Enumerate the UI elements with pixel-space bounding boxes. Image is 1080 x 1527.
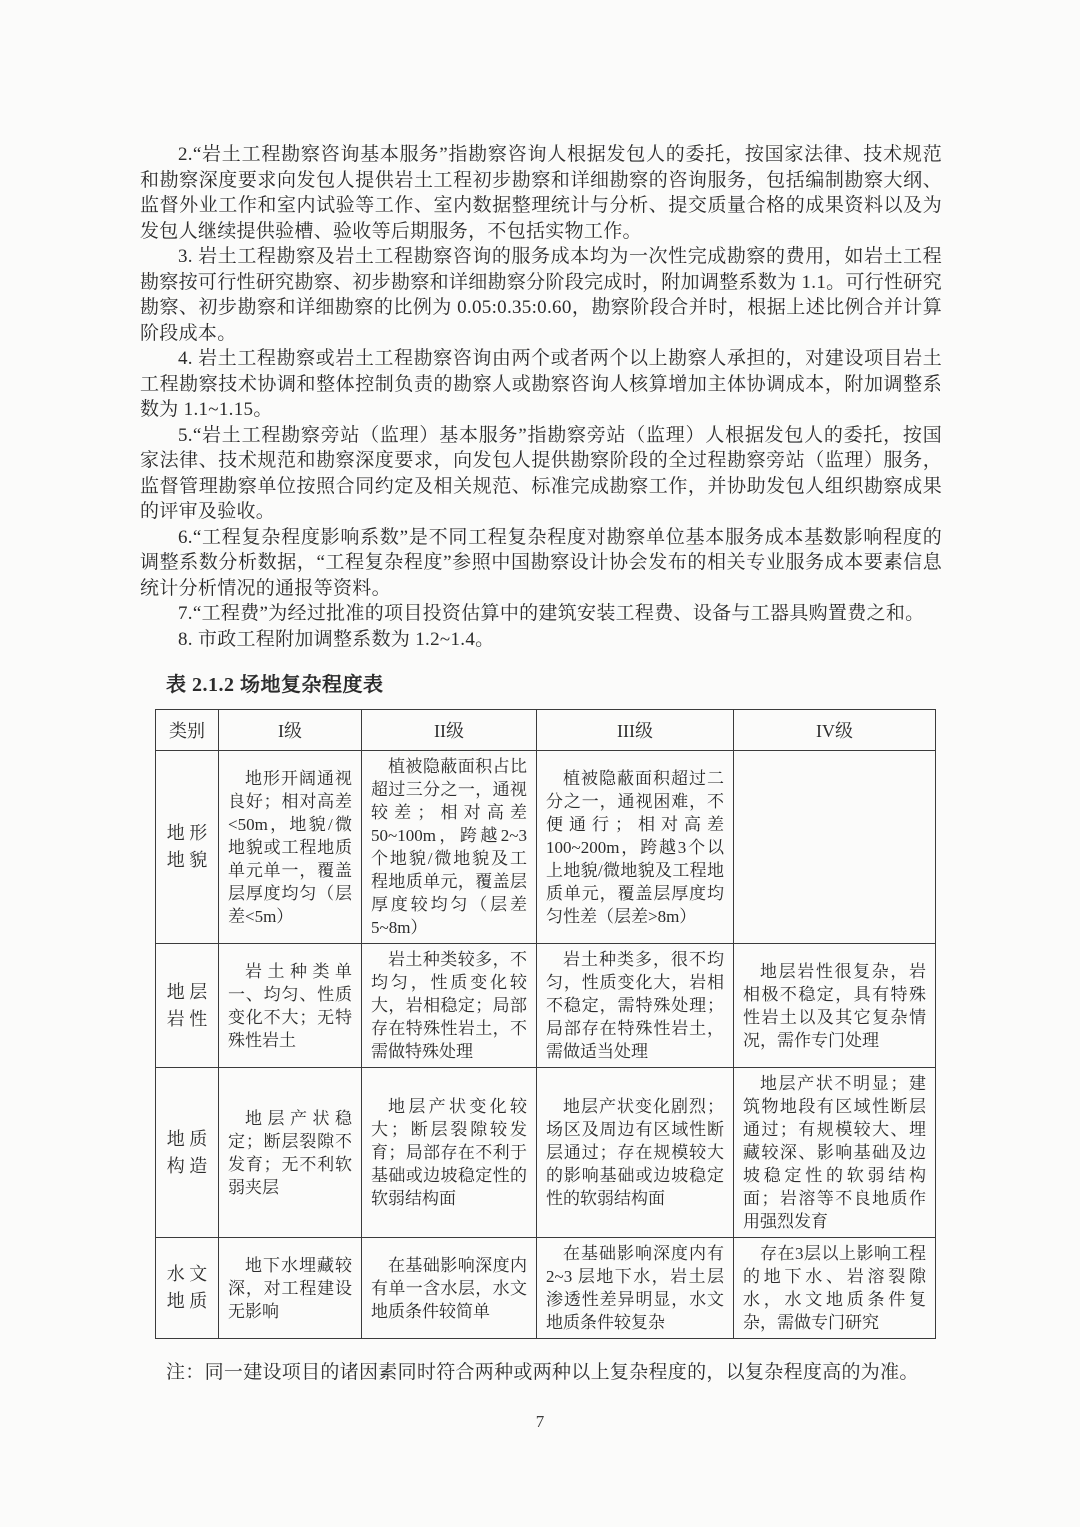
header-level-4: IV级 xyxy=(734,710,936,751)
table-row-terrain xyxy=(156,751,936,944)
table-cell-hydrogeology-level4: 存在3层以上影响工程的地下水、岩溶裂隙水，水文地质条件复杂，需做专门研究 xyxy=(734,1238,936,1339)
table-cell-structure-level3: 地层产状变化剧烈；场区及周边有区域性断层通过；存在规模较大的影响基础或边坡稳定性的软弱结构面 xyxy=(537,1068,734,1238)
table-cell-lithology-level1: 岩土种类单一、均匀、性质变化不大；无特殊性岩土 xyxy=(219,944,362,1068)
category-cell-terrain xyxy=(156,751,219,944)
category-line: 地 质 xyxy=(166,1291,208,1311)
site-complexity-table xyxy=(155,709,936,1339)
header-category: 类别 xyxy=(156,710,219,751)
table-cell-hydrogeology-level2: 在基础影响深度内有单一含水层，水文地质条件较简单 xyxy=(362,1238,537,1339)
category-cell-lithology xyxy=(156,944,219,1068)
table-title: 表 2.1.2 场地复杂程度表 xyxy=(166,674,384,696)
paragraph-item-7: 7.“工程费”为经过批准的项目投资估算中的建筑安装工程费、设备与工器具购置费之和。 xyxy=(178,603,925,624)
table-cell-terrain-level3: 植被隐蔽面积超过二分之一，通视困难，不便通行；相对高差100~200m，跨越3个以上地貌/微地貌及工程地质单元，覆盖层厚度均匀性差（层差>8m） xyxy=(537,751,734,944)
header-level-1: I级 xyxy=(219,710,362,751)
category-line: 岩 性 xyxy=(166,1008,208,1029)
category-line: 水 文 xyxy=(166,1264,208,1284)
category-line: 地 貌 xyxy=(166,850,208,870)
table-cell-lithology-level2: 岩土种类较多，不均匀，性质变化较大，岩相稳定；局部存在特殊性岩土，不需做特殊处理 xyxy=(362,944,537,1068)
table-row-hydrogeology xyxy=(156,1238,936,1339)
category-line: 构 造 xyxy=(166,1155,208,1176)
table-cell-structure-level2: 地层产状变化较大；断层裂隙较发育；局部存在不利于基础或边坡稳定性的软弱结构面 xyxy=(362,1068,537,1238)
category-line: 地 层 xyxy=(166,981,208,1002)
header-level-3: III级 xyxy=(537,710,734,751)
table-cell-hydrogeology-level3: 在基础影响深度内有 2~3 层地下水，岩土层渗透性差异明显，水文地质条件较复杂 xyxy=(537,1238,734,1339)
page-number: 7 xyxy=(535,1412,545,1431)
table-cell-lithology-level4: 地层岩性很复杂，岩相极不稳定，具有特殊性岩土以及其它复杂情况，需作专门处理 xyxy=(734,944,936,1068)
paragraph-item-2: 2.“岩土工程勘察咨询基本服务”指勘察咨询人根据发包人的委托，按国家法律、技术规范和勘察深度要求向发包人提供岩土工程初步勘察和详细勘察的咨询服务，包括编制勘察大纲、监督外业工作和室内试验等工作、室内数据整理统计与分析、提交质量合格的成果资料以及为发包人继续提供验槽、验收等后期服务，不包括实物工作。 xyxy=(140,144,942,242)
category-cell-structure xyxy=(156,1068,219,1238)
category-cell-hydrogeology xyxy=(156,1238,219,1339)
document-page xyxy=(140,142,942,1384)
header-level-2: II级 xyxy=(362,710,537,751)
table-cell-terrain-level1: 地形开阔通视良好；相对高差<50m，地貌/微地貌或工程地质单元单一，覆盖层厚度均匀（层差<5m） xyxy=(219,751,362,944)
paragraph-item-3: 3. 岩土工程勘察及岩土工程勘察咨询的服务成本均为一次性完成勘察的费用，如岩土工程勘察按可行性研究勘察、初步勘察和详细勘察分阶段完成时，附加调整系数为 1.1。可行性研究勘察、初步勘察和详细勘察的比例为 0.05:0.35:0.60，勘察阶段合并时，根据上述比例合并计算阶段成本。 xyxy=(140,246,942,344)
table-note: 注：同一建设项目的诸因素同时符合两种或两种以上复杂程度的，以复杂程度高的为准。 xyxy=(166,1362,919,1383)
table-cell-structure-level1: 地层产状稳定；断层裂隙不发育；无不利软弱夹层 xyxy=(219,1068,362,1238)
table-header-row xyxy=(156,710,936,751)
category-line: 地 质 xyxy=(166,1128,208,1149)
table-cell-hydrogeology-level1: 地下水埋藏较深，对工程建设无影响 xyxy=(219,1238,362,1339)
table-row-structure xyxy=(156,1068,936,1238)
category-line: 地 形 xyxy=(166,823,208,843)
table-row-lithology xyxy=(156,944,936,1068)
paragraph-item-6: 6.“工程复杂程度影响系数”是不同工程复杂程度对勘察单位基本服务成本基数影响程度的调整系数分析数据，“工程复杂程度”参照中国勘察设计协会发布的相关专业服务成本要素信息统计分析情况的通报等资料。 xyxy=(140,526,942,599)
paragraph-item-5: 5.“岩土工程勘察旁站（监理）基本服务”指勘察旁站（监理）人根据发包人的委托，按国家法律、技术规范和勘察深度要求，向发包人提供勘察阶段的全过程勘察旁站（监理）服务，监督管理勘察单位按照合同约定及相关规范、标准完成勘察工作，并协助发包人组织勘察成果的评审及验收。 xyxy=(140,424,942,522)
paragraph-item-8: 8. 市政工程附加调整系数为 1.2~1.4。 xyxy=(178,628,495,650)
table-cell-terrain-level4 xyxy=(734,751,936,944)
table-cell-structure-level4: 地层产状不明显；建筑物地段有区域性断层通过；有规模较大、埋藏较深、影响基础及边坡稳定性的软弱结构面；岩溶等不良地质作用强烈发育 xyxy=(734,1068,936,1238)
paragraph-item-4: 4. 岩土工程勘察或岩土工程勘察咨询由两个或者两个以上勘察人承担的，对建设项目岩土工程勘察技术协调和整体控制负责的勘察人或勘察咨询人核算增加主体协调成本，附加调整系数为 1.1~1.15。 xyxy=(140,348,942,420)
table-cell-terrain-level2: 植被隐蔽面积占比超过三分之一，通视较差；相对高差50~100m，跨越2~3个地貌/微地貌及工程地质单元，覆盖层厚度较均匀（层差5~8m） xyxy=(362,751,537,944)
table-cell-lithology-level3: 岩土种类多，很不均匀，性质变化大，岩相不稳定，需特殊处理；局部存在特殊性岩土，需做适当处理 xyxy=(537,944,734,1068)
